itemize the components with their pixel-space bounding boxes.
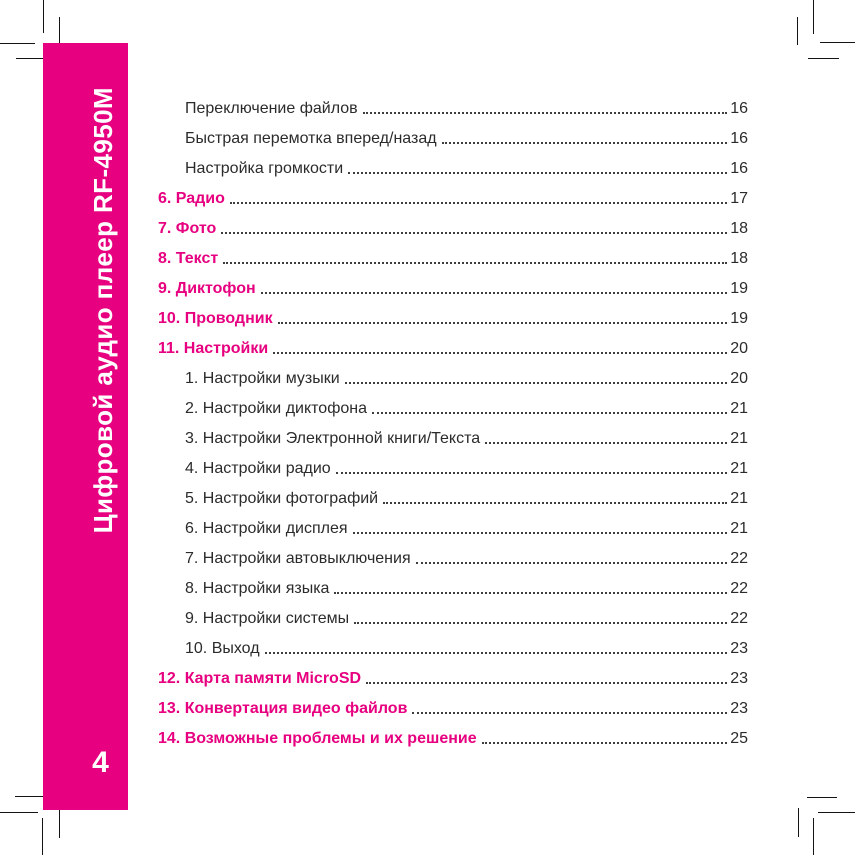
toc-page-number: 22 xyxy=(730,580,748,597)
dot-leader xyxy=(353,532,728,534)
crop-mark xyxy=(59,810,60,838)
dot-leader xyxy=(230,202,727,204)
toc-page-number: 21 xyxy=(730,490,748,507)
toc-item-label: 12. Карта памяти MicroSD xyxy=(158,670,362,687)
toc-item-label: 4. Настройки радио xyxy=(185,460,331,477)
dot-leader xyxy=(485,442,727,444)
toc-item-label: 3. Настройки Электронной книги/Текста xyxy=(185,430,481,447)
toc-page-number: 22 xyxy=(730,550,748,567)
toc-list xyxy=(158,94,748,754)
dot-leader xyxy=(383,502,727,504)
toc-page-number: 23 xyxy=(730,640,748,657)
toc-row xyxy=(158,574,748,604)
crop-mark xyxy=(42,818,43,855)
toc-page-number: 16 xyxy=(730,130,748,147)
toc-page-number: 21 xyxy=(730,460,748,477)
toc-row xyxy=(158,664,748,694)
toc-page-number: 18 xyxy=(730,250,748,267)
dot-leader xyxy=(372,412,727,414)
toc-item-label: 5. Настройки фотографий xyxy=(185,490,379,507)
dot-leader xyxy=(261,292,728,294)
crop-mark xyxy=(808,58,839,59)
crop-mark xyxy=(0,812,38,813)
dot-leader xyxy=(221,232,727,234)
toc-page-number: 22 xyxy=(730,610,748,627)
toc-item-label: 10. Выход xyxy=(185,640,260,657)
toc-page-number: 20 xyxy=(730,340,748,357)
toc-row xyxy=(158,484,748,514)
toc-row xyxy=(158,394,748,424)
toc-row xyxy=(158,244,748,274)
toc-item-label: 9. Настройки системы xyxy=(185,610,350,627)
toc-row xyxy=(158,694,748,724)
toc-page-number: 23 xyxy=(730,670,748,687)
toc-item-label: 9. Диктофон xyxy=(158,280,256,297)
toc-row xyxy=(158,334,748,364)
sidebar-title: Цифровой аудио плеер RF-4950M xyxy=(88,86,118,534)
toc-page-number: 21 xyxy=(730,520,748,537)
toc-row xyxy=(158,544,748,574)
dot-leader xyxy=(348,172,727,174)
crop-mark xyxy=(43,0,44,33)
toc-page-number: 17 xyxy=(730,190,748,207)
dot-leader xyxy=(354,622,727,624)
toc-item-label: 1. Настройки музыки xyxy=(185,370,340,387)
dot-leader xyxy=(336,472,728,474)
toc-page-number: 21 xyxy=(730,400,748,417)
toc-item-label: 6. Настройки дисплея xyxy=(185,520,348,537)
sidebar-title-wrap xyxy=(43,86,128,534)
toc-page-number: 23 xyxy=(730,700,748,717)
crop-mark xyxy=(807,797,837,798)
toc-page-number: 16 xyxy=(730,160,748,177)
toc-row xyxy=(158,304,748,334)
toc-page-number: 16 xyxy=(730,100,748,117)
toc-item-label: Быстрая перемотка вперед/назад xyxy=(185,130,437,147)
toc-row xyxy=(158,124,748,154)
toc-row xyxy=(158,274,748,304)
dot-leader xyxy=(278,322,728,324)
toc-row xyxy=(158,604,748,634)
dot-leader xyxy=(366,682,727,684)
toc-item-label: 7. Фото xyxy=(158,220,217,237)
crop-mark xyxy=(0,43,35,44)
toc-item-label: 8. Текст xyxy=(158,250,219,267)
toc-row xyxy=(158,184,748,214)
crop-mark xyxy=(813,818,814,855)
toc-row xyxy=(158,214,748,244)
crop-mark xyxy=(818,812,855,813)
dot-leader xyxy=(363,112,728,114)
toc-row xyxy=(158,424,748,454)
toc-row xyxy=(158,94,748,124)
crop-mark xyxy=(59,17,60,45)
dot-leader xyxy=(334,592,727,594)
toc-row xyxy=(158,514,748,544)
toc-item-label: 14. Возможные проблемы и их решение xyxy=(158,730,477,747)
dot-leader xyxy=(265,652,728,654)
toc-page-number: 21 xyxy=(730,430,748,447)
crop-mark xyxy=(797,17,798,45)
dot-leader xyxy=(223,262,727,264)
toc-item-label: 13. Конвертация видео файлов xyxy=(158,700,408,717)
toc-row xyxy=(158,154,748,184)
toc-page-number: 25 xyxy=(730,730,748,747)
toc-row xyxy=(158,634,748,664)
toc-item-label: 6. Радио xyxy=(158,190,225,207)
crop-mark xyxy=(798,808,799,837)
toc-page-number: 18 xyxy=(730,220,748,237)
dot-leader xyxy=(482,742,728,744)
crop-mark xyxy=(813,0,814,34)
toc-item-label: Переключение файлов xyxy=(185,100,358,117)
toc-item-label: 8. Настройки языка xyxy=(185,580,330,597)
toc-page-number: 20 xyxy=(730,370,748,387)
toc-page-number: 19 xyxy=(730,310,748,327)
toc-item-label: 11. Настройки xyxy=(158,340,269,357)
dot-leader xyxy=(345,382,728,384)
toc-row xyxy=(158,454,748,484)
toc-item-label: Настройка громкости xyxy=(185,160,344,177)
toc-row xyxy=(158,364,748,394)
dot-leader xyxy=(442,142,728,144)
toc-row xyxy=(158,724,748,754)
toc-item-label: 2. Настройки диктофона xyxy=(185,400,367,417)
toc-item-label: 10. Проводник xyxy=(158,310,273,327)
dot-leader xyxy=(416,562,728,564)
crop-mark xyxy=(820,42,855,43)
toc-page-number: 19 xyxy=(730,280,748,297)
dot-leader xyxy=(273,352,727,354)
toc-item-label: 7. Настройки автовыключения xyxy=(185,550,411,567)
page-number: 4 xyxy=(92,746,109,779)
dot-leader xyxy=(412,712,727,714)
